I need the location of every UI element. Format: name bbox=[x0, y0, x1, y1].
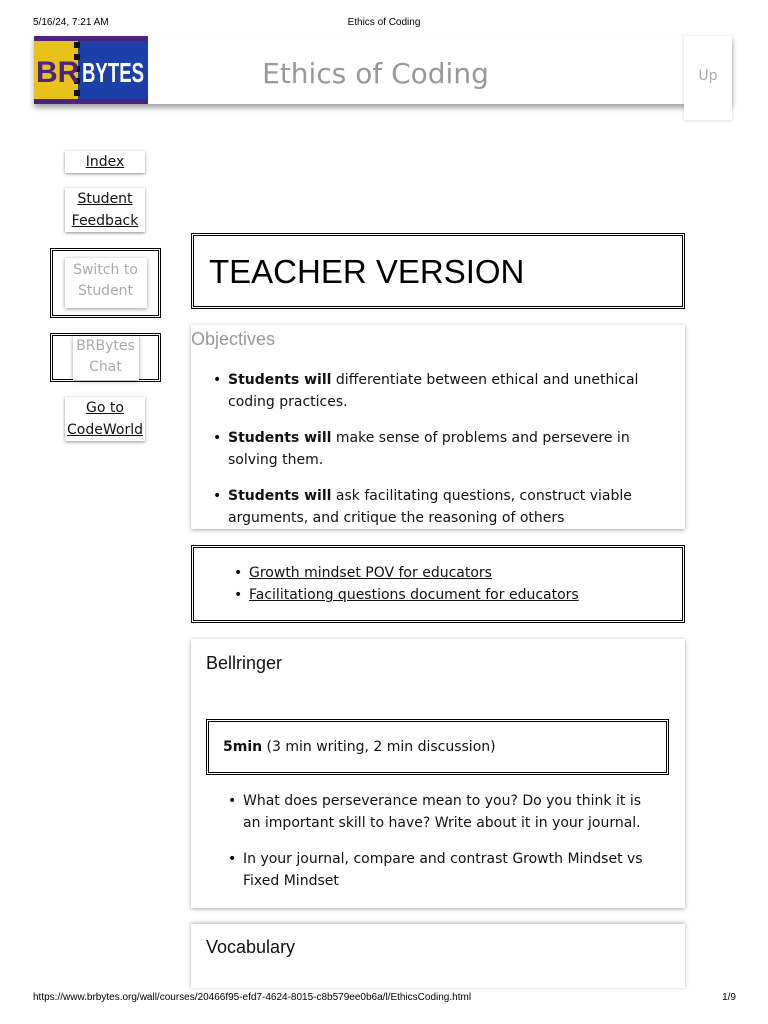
bellringer-time-box bbox=[206, 719, 669, 775]
vocabulary-title: Vocabulary bbox=[206, 937, 296, 957]
brbytes-chat-button[interactable] bbox=[73, 336, 139, 380]
up-button[interactable]: Up bbox=[684, 36, 732, 120]
bellringer-text: What does perseverance mean to you? Do you think it is bbox=[243, 793, 642, 809]
version-heading: TEACHER VERSION bbox=[209, 253, 525, 290]
chat-label-line2: Chat bbox=[89, 358, 122, 375]
objective-text: ask facilitating questions, construct viable bbox=[331, 488, 632, 504]
bellringer-text: In your journal, compare and contrast Growth Mindset vs bbox=[243, 851, 643, 867]
bellringer-title: Bellringer bbox=[206, 653, 283, 673]
print-footer bbox=[0, 992, 768, 1006]
list-item bbox=[228, 848, 643, 892]
objectives-title: Objectives bbox=[191, 329, 276, 349]
objective-lead: Students will bbox=[228, 430, 332, 446]
list-item bbox=[213, 485, 638, 529]
codeworld-label-line1: Go to bbox=[86, 400, 124, 416]
objective-text: make sense of problems and persevere in bbox=[331, 430, 630, 446]
list-item bbox=[228, 790, 643, 834]
objectives-list bbox=[213, 369, 638, 529]
page-title: Ethics of Coding bbox=[262, 57, 489, 90]
bellringer-list bbox=[228, 790, 643, 892]
index-link[interactable] bbox=[65, 151, 145, 173]
student-feedback-link[interactable] bbox=[65, 188, 145, 232]
brbytes-chat-box bbox=[50, 333, 161, 382]
vocabulary-card bbox=[191, 924, 685, 988]
growth-mindset-link[interactable]: Growth mindset POV for educators bbox=[249, 565, 492, 581]
logo-text-br: BR bbox=[36, 56, 80, 89]
index-label: Index bbox=[85, 154, 125, 170]
educator-resources-box bbox=[191, 545, 685, 623]
objective-text-cont: coding practices. bbox=[228, 394, 348, 410]
bellringer-text-cont: an important skill to have? Write about it in your journal. bbox=[243, 815, 641, 831]
objective-text-cont: solving them. bbox=[228, 452, 324, 468]
facilitating-questions-link[interactable]: Facilitationg questions document for educators bbox=[249, 587, 579, 603]
objective-text-cont: arguments, and critique the reasoning of others bbox=[228, 510, 565, 526]
list-item bbox=[213, 369, 638, 413]
list-item bbox=[234, 562, 579, 584]
objectives-card bbox=[191, 325, 685, 529]
objective-lead: Students will bbox=[228, 372, 332, 388]
switch-to-student-box bbox=[50, 248, 161, 318]
version-banner bbox=[191, 233, 685, 309]
brbytes-logo[interactable] bbox=[34, 36, 148, 104]
chat-label-line1: BRBytes bbox=[76, 337, 135, 354]
print-doc-title: Ethics of Coding bbox=[347, 17, 421, 28]
bellringer-text-cont: Fixed Mindset bbox=[243, 873, 339, 889]
list-item bbox=[213, 427, 638, 471]
bellringer-card bbox=[191, 639, 685, 908]
bellringer-time-bold: 5min bbox=[223, 739, 263, 755]
codeworld-label-line2: CodeWorld bbox=[67, 422, 143, 438]
brbytes-logo-image bbox=[34, 36, 148, 104]
switch-to-student-button[interactable] bbox=[65, 258, 147, 308]
bellringer-time-rest: (3 min writing, 2 min discussion) bbox=[262, 739, 496, 755]
switch-label-line1: Switch to bbox=[73, 262, 138, 278]
site-header bbox=[34, 36, 732, 104]
feedback-label-line2: Feedback bbox=[71, 213, 139, 229]
print-url: https://www.brbytes.org/wall/courses/20466f95-efd7-4624-8015-c8b579ee0b6a/l/EthicsCoding.html bbox=[33, 992, 472, 1003]
objective-lead: Students will bbox=[228, 488, 332, 504]
list-item bbox=[234, 584, 579, 606]
print-page-number: 1/9 bbox=[722, 992, 736, 1003]
logo-text-bytes: BYTES bbox=[82, 57, 144, 88]
switch-label-line2: Student bbox=[77, 283, 134, 299]
feedback-label-line1: Student bbox=[77, 191, 133, 207]
educator-resources-list bbox=[234, 562, 579, 606]
objective-text: differentiate between ethical and unethical bbox=[331, 372, 639, 388]
print-header bbox=[0, 17, 768, 31]
print-datetime: 5/16/24, 7:21 AM bbox=[33, 17, 109, 28]
codeworld-link[interactable] bbox=[65, 397, 145, 441]
